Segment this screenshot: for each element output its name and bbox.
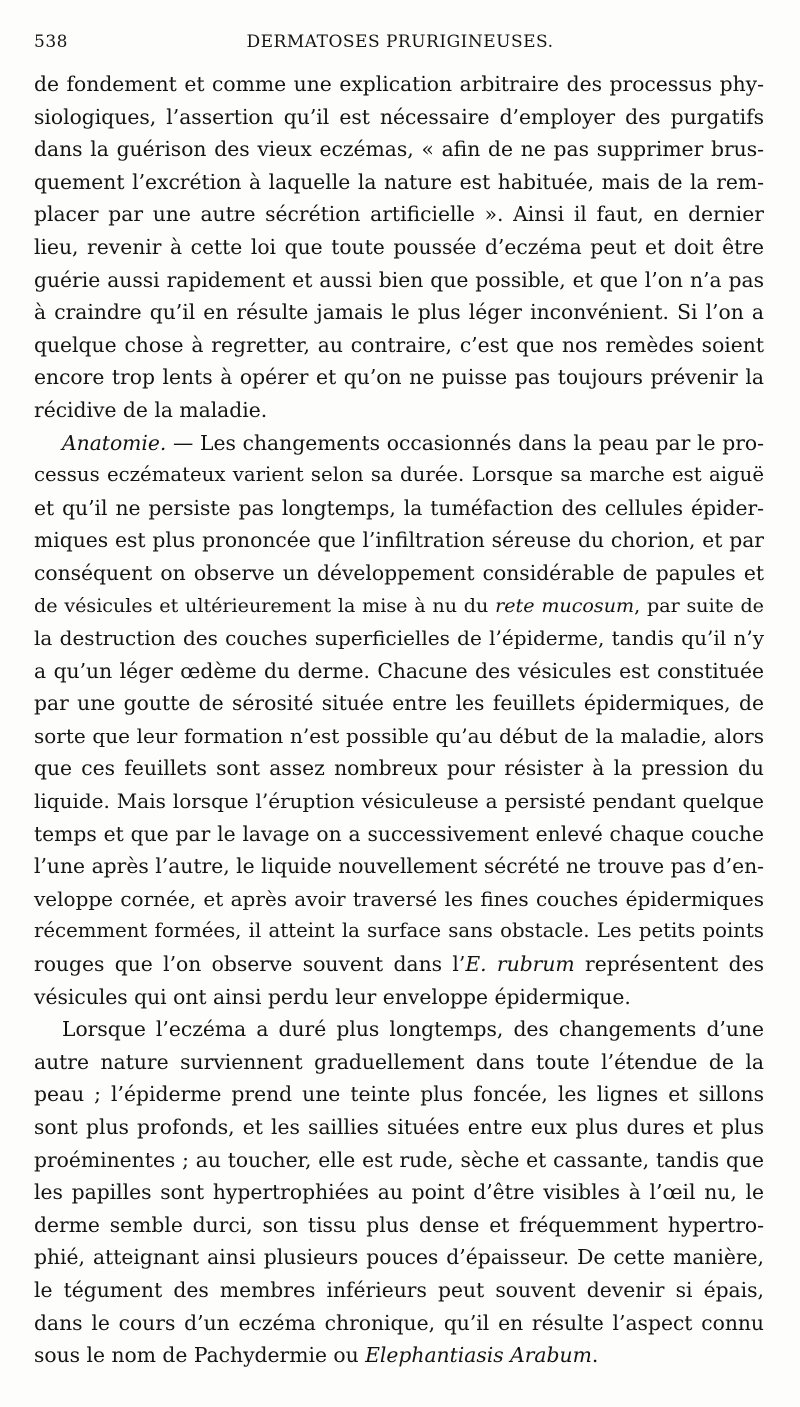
- text-line: quement l’excrétion à laquelle la nature est habituée, mais de la rem-: [34, 169, 764, 194]
- text-line: à craindre qu’il en résulte jamais le plus léger inconvénient. Si l’on a: [34, 300, 764, 325]
- text-line: [34, 1339, 764, 1372]
- paragraph-anatomie: [34, 427, 764, 1014]
- text-line: [34, 590, 764, 623]
- text-line: guérie aussi rapidement et aussi bien que possible, et que l’on n’a pas: [34, 267, 764, 292]
- text-line: [34, 427, 764, 460]
- body-text: [34, 68, 764, 1372]
- text-line: vésicules qui ont ainsi perdu leur enveloppe épidermique.: [34, 984, 631, 1009]
- text-line: conséquent on observe un développement considérable de papules et: [34, 560, 764, 585]
- italic-term: rete mucosum: [495, 593, 635, 617]
- text-line: récemment formées, il atteint la surface sans obstacle. Les petits points: [34, 919, 764, 943]
- text-line: phié, atteignant ainsi plusieurs pouces d’épaisseur. De cette manière,: [34, 1245, 764, 1270]
- text-segment: .: [591, 1343, 599, 1368]
- text-line: cessus eczémateux varient selon sa durée. Lorsque sa marche est aiguë: [34, 463, 764, 487]
- text-line: quelque chose à regretter, au contraire, c’est que nos remèdes soient: [34, 332, 764, 357]
- italic-term: E. rubrum: [465, 952, 575, 977]
- text-line: proéminentes ; au toucher, elle est rude, sèche et cassante, tandis que: [34, 1147, 764, 1172]
- text-line: [34, 948, 764, 981]
- text-line: encore trop lents à opérer et qu’on ne puisse pas toujours prévenir la: [34, 365, 764, 390]
- text-line: dans le cours d’un eczéma chronique, qu’il en résulte l’aspect connu: [34, 1310, 764, 1335]
- text-segment: de vésicules et ultérieurement la mise à nu du: [34, 593, 496, 617]
- page-number: 538: [34, 32, 68, 52]
- text-segment: rouges que l’on observe souvent dans l’: [34, 952, 466, 977]
- text-line: a qu’un léger œdème du derme. Chacune des vésicules est constituée: [34, 658, 764, 683]
- paragraph-continuation: [34, 68, 764, 427]
- paragraph-chronic: [34, 1013, 764, 1372]
- text-line: le tégument des membres inférieurs peut souvent devenir si épais,: [34, 1277, 764, 1302]
- text-segment: représentent des: [574, 952, 764, 977]
- text-line: que ces feuillets sont assez nombreux pour résister à la pression du: [34, 756, 764, 781]
- text-line: veloppe cornée, et après avoir traversé les fines couches épidermiques: [34, 886, 764, 911]
- text-line: sont plus profonds, et les saillies situées entre eux plus dures et plus: [34, 1115, 764, 1139]
- text-line: miques est plus prononcée que l’infiltration séreuse du chorion, et par: [34, 528, 764, 553]
- text-line: de fondement et comme une explication arbitraire des processus phy-: [34, 72, 764, 96]
- text-line: sorte que leur formation n’est possible qu’au début de la maladie, alors: [34, 723, 764, 748]
- text-line: liquide. Mais lorsque l’éruption vésiculeuse a persisté pendant quelque: [34, 789, 764, 814]
- text-line: lieu, revenir à cette loi que toute poussée d’eczéma peut et doit être: [34, 234, 764, 259]
- running-head: DERMATOSES PRURIGINEUSES.: [246, 32, 554, 52]
- italic-term: Elephantiasis Arabum: [365, 1343, 592, 1368]
- text-line: derme semble durci, son tissu plus dense et fréquemment hypertro-: [34, 1212, 764, 1237]
- text-line: les papilles sont hypertrophiées au point d’être visibles à l’œil nu, le: [34, 1180, 764, 1205]
- text-line: dans la guérison des vieux eczémas, « afin de ne pas supprimer brus-: [34, 137, 764, 162]
- text-segment: sous le nom de Pachydermie ou: [34, 1343, 366, 1368]
- text-line: l’une après l’autre, le liquide nouvellement sécrété ne trouve pas d’en-: [34, 854, 764, 879]
- text-line: la destruction des couches superficielles de l’épiderme, tandis qu’il n’y: [34, 626, 764, 651]
- text-line: peau ; l’épiderme prend une teinte plus foncée, les lignes et sillons: [34, 1082, 764, 1107]
- text-line: et qu’il ne persiste pas longtemps, la tuméfaction des cellules épider-: [34, 495, 764, 520]
- text-line: autre nature surviennent graduellement dans toute l’étendue de la: [34, 1049, 764, 1074]
- text-line: temps et que par le lavage on a successivement enlevé chaque couche: [34, 821, 764, 846]
- text-segment: , par suite de: [634, 593, 764, 617]
- text-line: siologiques, l’assertion qu’il est nécessaire d’employer des purgatifs: [34, 104, 764, 129]
- text-line: Lorsque l’eczéma a duré plus longtemps, des changements d’une: [62, 1017, 764, 1042]
- section-heading: Anatomie.: [62, 430, 167, 455]
- text-line: récidive de la maladie.: [34, 397, 268, 422]
- text-line: placer par une autre sécrétion artificielle ». Ainsi il faut, en dernier: [34, 202, 764, 227]
- text-line: par une goutte de sérosité située entre les feuillets épidermiques, de: [34, 691, 764, 716]
- page-header: [34, 32, 766, 60]
- text-segment: — Les changements occasionnés dans la peau par le pro-: [166, 430, 764, 455]
